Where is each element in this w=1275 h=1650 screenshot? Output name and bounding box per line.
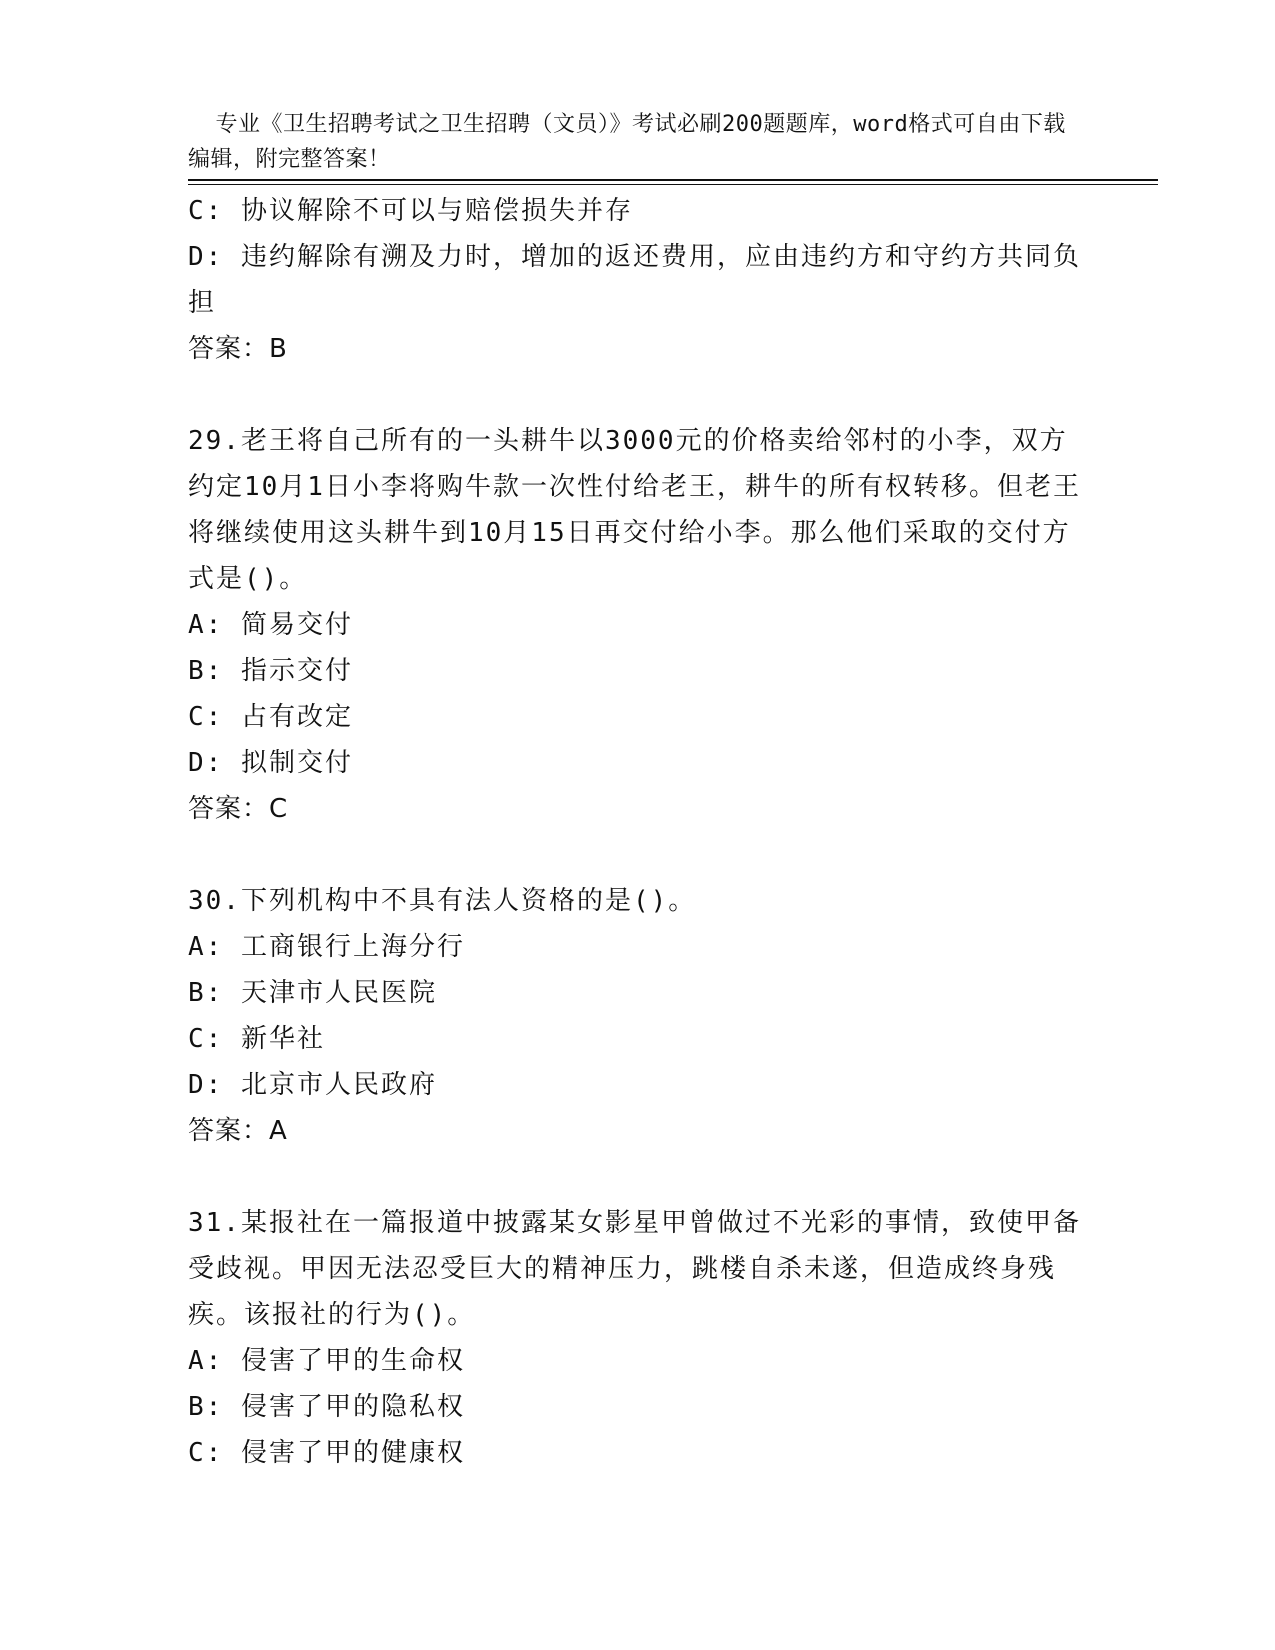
answer-line: 答案：B: [188, 334, 288, 364]
option-b: B: 指示交付: [188, 656, 353, 686]
option-d: D: 北京市人民政府: [188, 1070, 437, 1100]
option-b: B: 侵害了甲的隐私权: [188, 1392, 465, 1422]
question-stem: 31.某报社在一篇报道中披露某女影星甲曾做过不光彩的事情，致使甲备受歧视。甲因无法忍受巨大的精神压力，跳楼自杀未遂，但造成终身残疾。该报社的行为()。: [188, 1208, 1081, 1330]
question-31: [188, 1200, 1088, 1476]
option-d: D: 违约解除有溯及力时，增加的返还费用，应由违约方和守约方共同负担: [188, 242, 1081, 318]
question-30: [188, 878, 1088, 1154]
answer-line: 答案：A: [188, 1116, 288, 1146]
spacer: [188, 372, 1088, 418]
spacer: [188, 1154, 1088, 1200]
option-a: A: 工商银行上海分行: [188, 932, 465, 962]
option-a: A: 侵害了甲的生命权: [188, 1346, 465, 1376]
page-header: [188, 72, 1068, 177]
header-divider: [188, 179, 1158, 185]
option-c: C: 占有改定: [188, 702, 353, 732]
option-c: C: 协议解除不可以与赔偿损失并存: [188, 196, 633, 226]
option-a: A: 简易交付: [188, 610, 353, 640]
answer-line: 答案：C: [188, 794, 289, 824]
header-text: 专业《卫生招聘考试之卫生招聘（文员）》考试必刷200题题库，word格式可自由下载编辑，附完整答案！: [188, 112, 1066, 172]
option-b: B: 天津市人民医院: [188, 978, 437, 1008]
question-29: [188, 418, 1088, 832]
question-stem: 30.下列机构中不具有法人资格的是()。: [188, 886, 697, 916]
option-d: D: 拟制交付: [188, 748, 353, 778]
question-stem: 29.老王将自己所有的一头耕牛以3000元的价格卖给邻村的小李，双方约定10月1日小李将购牛款一次性付给老王，耕牛的所有权转移。但老王将继续使用这头耕牛到10月15日再交付给小李。那么他们采取的交付方式是()。: [188, 426, 1081, 594]
previous-question-tail: [188, 188, 1088, 372]
option-c: C: 新华社: [188, 1024, 325, 1054]
option-c: C: 侵害了甲的健康权: [188, 1438, 465, 1468]
document-body: [188, 188, 1088, 1476]
spacer: [188, 832, 1088, 878]
